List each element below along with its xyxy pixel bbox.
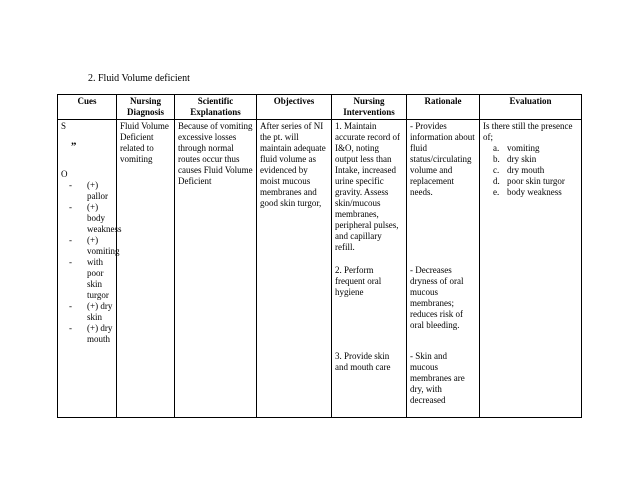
cues-list — [61, 180, 122, 345]
explanation-cell: Because of vomiting excessive losses through normal routes occur thus causes Fluid Volume Deficient — [175, 120, 257, 418]
intervention-3: 3. Provide skin and mouth care — [335, 351, 391, 372]
rationale-2: - Decreases dryness of oral mucous membranes; reduces risk of oral bleeding. — [410, 265, 464, 330]
item-text: body weakness — [507, 187, 562, 197]
list-item: - (+) pallor — [61, 180, 113, 202]
list-item: - (+) dry skin — [61, 301, 113, 323]
item-text: dry skin — [507, 154, 537, 164]
header-cues: Cues — [58, 95, 117, 120]
rationale-cell — [407, 120, 480, 418]
list-item — [493, 187, 578, 198]
list-item: - (+) body weakness — [61, 202, 113, 235]
section-heading: 2. Fluid Volume deficient — [88, 73, 190, 84]
rationale-3: - Skin and mucous membranes are dry, with decreased — [410, 351, 465, 405]
header-scientific-explanations: Scientific Explanations — [175, 95, 257, 120]
subjective-label: S — [61, 121, 67, 131]
header-nursing-diagnosis: Nursing Diagnosis — [117, 95, 175, 120]
list-item — [493, 176, 578, 187]
evaluation-cell — [480, 120, 582, 418]
header-evaluation: Evaluation — [480, 95, 582, 120]
item-text: poor skin turgor — [507, 176, 565, 186]
list-item: - with poor skin turgor — [61, 257, 113, 301]
header-row — [58, 95, 582, 120]
list-item: - (+) dry mouth — [61, 323, 113, 345]
evaluation-list — [483, 143, 578, 198]
interventions-cell — [332, 120, 407, 418]
objective-label: O — [61, 169, 68, 179]
item-letter: d. — [493, 176, 500, 186]
nursing-care-plan-table — [57, 94, 582, 418]
item-letter: e. — [493, 187, 500, 197]
item-letter: b. — [493, 154, 500, 164]
intervention-1: 1. Maintain accurate record of I&O, noting output less than Intake, increased urine specific gravity. Assess skin/mucous membranes, peripheral pulses, and capillary refill. — [335, 121, 400, 252]
evaluation-intro: Is there still the presence of; — [483, 121, 573, 142]
item-text: dry mouth — [507, 165, 545, 175]
list-item — [493, 143, 578, 154]
item-text: vomiting — [507, 143, 540, 153]
header-rationale: Rationale — [407, 95, 480, 120]
rationale-1: - Provides information about fluid status/circulating volume and replacement needs. — [410, 121, 475, 197]
list-item — [493, 165, 578, 176]
header-nursing-interventions: Nursing Interventions — [332, 95, 407, 120]
header-objectives: Objectives — [257, 95, 332, 120]
item-letter: a. — [493, 143, 500, 153]
table-row — [58, 120, 582, 418]
list-item — [493, 154, 578, 165]
cues-cell — [58, 120, 122, 418]
objectives-cell: After series of NI the pt. will maintain adequate fluid volume as evidenced by moist mucous membranes and good skin turgor, — [257, 120, 332, 418]
intervention-2: 2. Perform frequent oral hygiene — [335, 265, 382, 297]
list-item: - (+) vomiting — [61, 235, 113, 257]
subjective-mark: „ — [71, 135, 77, 147]
diagnosis-cell: Fluid Volume Deficient related to vomiting — [117, 120, 175, 418]
item-letter: c. — [493, 165, 500, 175]
